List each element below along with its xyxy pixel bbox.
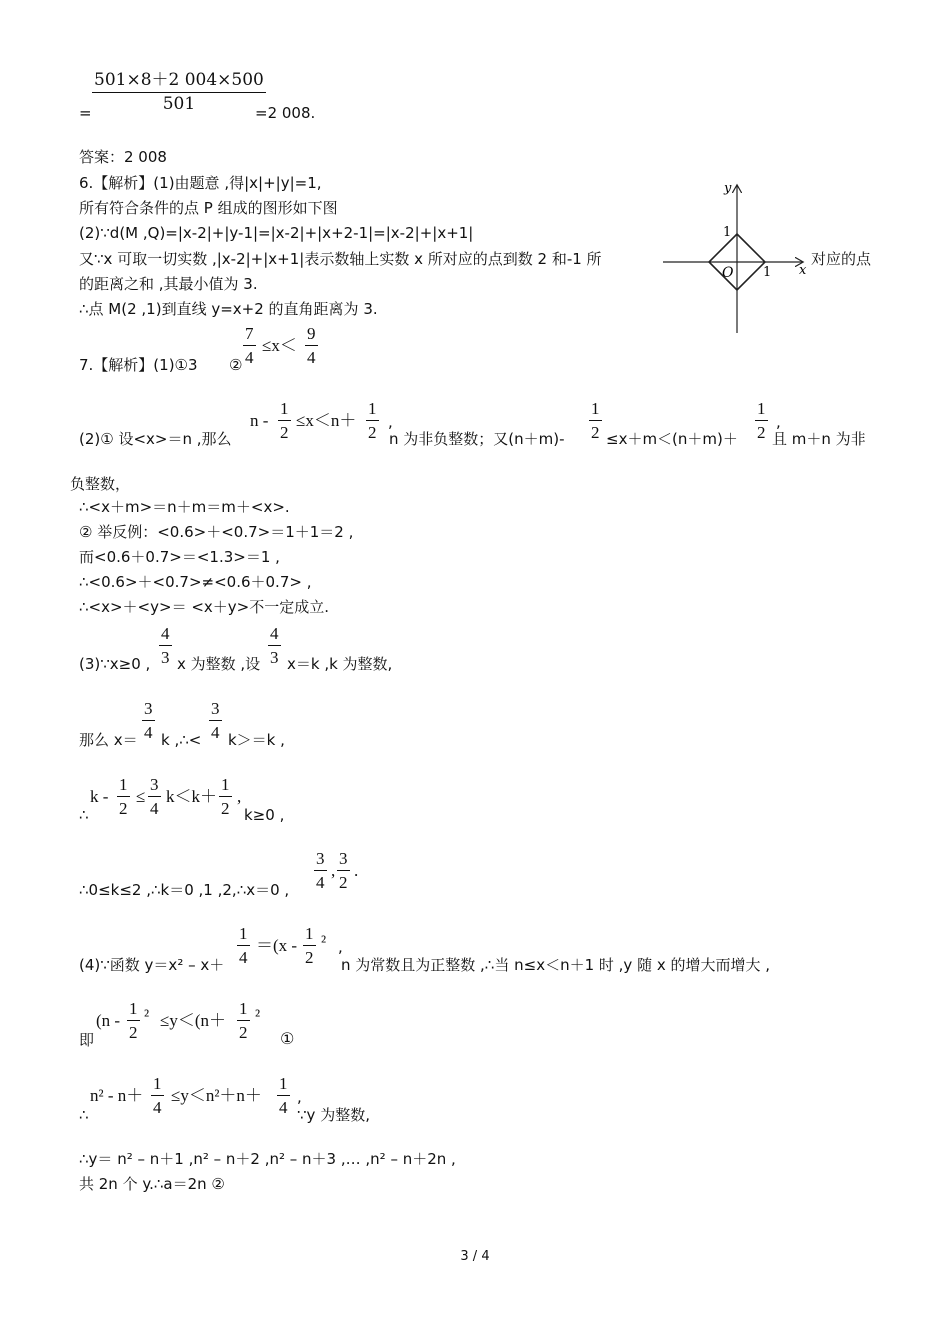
q7-p4-c-sq2: ²: [255, 1006, 261, 1025]
frac-den: 4: [144, 723, 153, 742]
q7-p4-d-a: n² - n＋: [90, 1086, 144, 1105]
q7-p3-e-half: [117, 776, 130, 817]
frac-num: 1: [129, 999, 138, 1018]
frac-num: 1: [221, 775, 230, 794]
q7-p2-text1: n 为非负整数；又(n＋m)-: [389, 430, 565, 448]
q7-p3-e-b: ≤: [136, 787, 146, 806]
q7-p3-e-c: k＜k＋: [166, 787, 217, 806]
top-result: =2 008.: [255, 104, 316, 122]
frac-num: 3: [339, 849, 348, 868]
q7-p3-f-tail: ,: [331, 861, 336, 880]
q7-p4-c-circ: ①: [280, 1029, 295, 1048]
q6-line3: (2)∵d(M ,Q)=|x-2|+|y-1|=|x-2|+|x+2-1|=|x-2|+|x+1|: [79, 224, 474, 242]
frac-num: 1: [280, 399, 289, 418]
frac-den: 2: [305, 948, 314, 967]
q6-line1: 6.【解析】(1)由题意 ,得|x|+|y|=1,: [79, 174, 322, 192]
q7-p2-expr-a: n -: [250, 411, 269, 430]
answer-line: 答案：2 008: [79, 148, 167, 166]
frac-den: 4: [239, 948, 248, 967]
frac-den: 2: [129, 1023, 138, 1042]
q7-p4-d-b: ≤y＜n²＋n＋: [171, 1086, 262, 1105]
frac-num: 1: [305, 924, 314, 943]
frac-num: 3: [316, 849, 325, 868]
q7-r1-mid: ≤x＜: [262, 336, 297, 355]
frac-den: 4: [316, 873, 325, 892]
page-number: 3 / 4: [460, 1249, 490, 1264]
frac-den: 3: [161, 648, 170, 667]
q7-p4-d-lead: ∴: [79, 1106, 89, 1124]
top-fraction-denominator: 501: [162, 94, 196, 114]
q7-p2-half: [278, 400, 291, 441]
q7-p4-eq: ＝(x -: [256, 936, 298, 955]
q7-p4-d-tail: ∵y 为整数,: [297, 1106, 370, 1124]
frac-num: 1: [119, 775, 128, 794]
q7-p3-a: (3)∵x≥0 ,: [79, 655, 151, 673]
q7-p2-l1: ∴<x＋m>＝n＋m＝m＋<x>.: [79, 498, 290, 516]
frac-num: 9: [307, 324, 316, 343]
frac-den: 4: [307, 348, 316, 367]
frac-num: 7: [245, 324, 254, 343]
q7-p4-a: (4)∵函数 y＝x² – x＋: [79, 956, 225, 974]
q7-p4-c-half: [127, 1000, 140, 1041]
q7-p2-l2: ② 举反例：<0.6>＋<0.7>＝1＋1＝2 ,: [79, 523, 354, 541]
q7-p2-comma-2: ,: [776, 413, 781, 431]
q7-p4-b: n 为常数且为正整数 ,∴当 n≤x＜n＋1 时 ,y 随 x 的增大而增大 ,: [341, 956, 771, 974]
q7-p3-frac-3-4-b: [209, 700, 222, 741]
q7-p3-frac-3-4: [142, 700, 155, 741]
q7-p2-l3: 而<0.6＋0.7>＝<1.3>＝1 ,: [79, 548, 280, 566]
q7-p2-expr-b: ≤x＜n＋: [296, 411, 357, 430]
q7-circle-2: ②: [229, 356, 243, 374]
frac-num: 1: [279, 1074, 288, 1093]
frac-den: 2: [339, 873, 348, 892]
q7-p2-l5: ∴<x>＋<y>＝ <x＋y>不一定成立.: [79, 598, 329, 616]
q7-p3-f-frac2: [337, 850, 350, 891]
frac-den: 2: [119, 799, 128, 818]
q7-p4-d-quarter-2: [277, 1075, 290, 1116]
q7-p2-lead: (2)① 设<x>＝n ,那么: [79, 430, 232, 448]
q7-p4-sq: ²: [321, 932, 327, 951]
q6-line2: 所有符合条件的点 P 组成的图形如下图: [79, 199, 338, 217]
frac-den: 2: [591, 423, 600, 442]
q7-p3-c: x＝k ,k 为整数,: [287, 655, 393, 673]
q7-p3-e-a: k -: [90, 787, 109, 806]
frac-den: 2: [221, 799, 230, 818]
q7-p3-e-d: ,: [237, 787, 242, 806]
q7-p3-d3: k＞＝k ,: [228, 731, 285, 749]
q7-p3-d2: k ,∴<: [161, 731, 202, 749]
frac-den: 4: [279, 1098, 288, 1117]
origin-label: O: [722, 265, 734, 281]
q7-p2-l4: ∴<0.6>＋<0.7>≠<0.6＋0.7> ,: [79, 573, 312, 591]
q7-p3-frac-4-3-b: [268, 625, 281, 666]
q7-p4-comma: ,: [338, 938, 343, 956]
q7-p4-half: [303, 925, 316, 966]
frac-den: 3: [270, 648, 279, 667]
q7-p4-d-quarter: [151, 1075, 164, 1116]
q6-line4a: 又∵x 可取一切实数 ,|x-2|+|x+1|表示数轴上实数 x 所对应的点到数 2 和-1 所: [79, 250, 602, 268]
frac-num: 1: [591, 399, 600, 418]
frac-num: 4: [270, 624, 279, 643]
frac-den: 4: [245, 348, 254, 367]
equals-sign: =: [79, 104, 92, 122]
q7-p3-frac-4-3: [159, 625, 172, 666]
q7-p4-c-a: (n -: [96, 1011, 121, 1030]
frac-num: 1: [239, 999, 248, 1018]
diamond-graph: [660, 180, 810, 335]
x-tick-label: 1: [763, 265, 772, 280]
y-axis-label: y: [724, 181, 732, 196]
q7-p2-half-3: [589, 400, 602, 441]
q7-p4-c-sq1: ²: [144, 1006, 150, 1025]
frac-num: 1: [368, 399, 377, 418]
q7-p3-b: x 为整数 ,设: [177, 655, 261, 673]
frac-num: 3: [144, 699, 153, 718]
q6-line6: ∴点 M(2 ,1)到直线 y=x+2 的直角距离为 3.: [79, 300, 378, 318]
q7-p3-d1: 那么 x＝: [79, 731, 138, 749]
frac-den: 2: [280, 423, 289, 442]
q7-p2-half-2: [366, 400, 379, 441]
q6-line4b: 对应的点: [811, 250, 872, 268]
q7-r1-frac2: [305, 325, 318, 366]
q7-head: 7.【解析】(1)①3: [79, 356, 198, 374]
q7-p3-f-end: .: [354, 861, 359, 880]
q7-p2-text3: 且 m＋n 为非: [772, 430, 866, 448]
y-tick-label: 1: [723, 225, 732, 240]
q7-p3-f-frac1: [314, 850, 327, 891]
q7-p4-e: ∴y＝ n² – n＋1 ,n² – n＋2 ,n² – n＋3 ,… ,n² – n＋2n ,: [79, 1150, 456, 1168]
q7-p3-e-tail: k≥0 ,: [244, 806, 285, 824]
top-fraction: [92, 72, 266, 113]
frac-den: 2: [368, 423, 377, 442]
q7-p3-e-frac: [148, 776, 161, 817]
q7-p3-f-line: ∴0≤k≤2 ,∴k＝0 ,1 ,2,∴x＝0 ,: [79, 881, 290, 899]
q7-p2-text2: ≤x＋m＜(n＋m)＋: [606, 430, 738, 448]
frac-den: 2: [239, 1023, 248, 1042]
q7-r1-frac1: [243, 325, 256, 366]
q7-p2-half-4: [755, 400, 768, 441]
q7-p4-f: 共 2n 个 y.∴a＝2n ②: [79, 1175, 225, 1193]
frac-den: 2: [757, 423, 766, 442]
frac-num: 1: [757, 399, 766, 418]
q6-line5: 的距离之和 ,其最小值为 3.: [79, 275, 258, 293]
frac-num: 1: [153, 1074, 162, 1093]
frac-den: 4: [211, 723, 220, 742]
q7-p3-e-therefore: ∴: [79, 806, 89, 824]
frac-den: 4: [153, 1098, 162, 1117]
frac-num: 1: [239, 924, 248, 943]
q7-p4-d-c: ,: [297, 1088, 302, 1106]
top-fraction-numerator: 501×8＋2 004×500: [94, 70, 264, 90]
q7-p4-c-b: ≤y＜(n＋: [160, 1011, 226, 1030]
frac-num: 3: [150, 775, 159, 794]
q7-p2-comma: ,: [388, 413, 393, 431]
x-axis-label: x: [799, 263, 807, 278]
q7-p2-cont: 负整数，: [70, 475, 131, 493]
q7-p4-c-lead: 即: [79, 1031, 95, 1049]
q7-p3-e-half-2: [219, 776, 232, 817]
frac-num: 4: [161, 624, 170, 643]
q7-p4-quarter: [237, 925, 250, 966]
frac-num: 3: [211, 699, 220, 718]
q7-p4-c-half-2: [237, 1000, 250, 1041]
frac-den: 4: [150, 799, 159, 818]
